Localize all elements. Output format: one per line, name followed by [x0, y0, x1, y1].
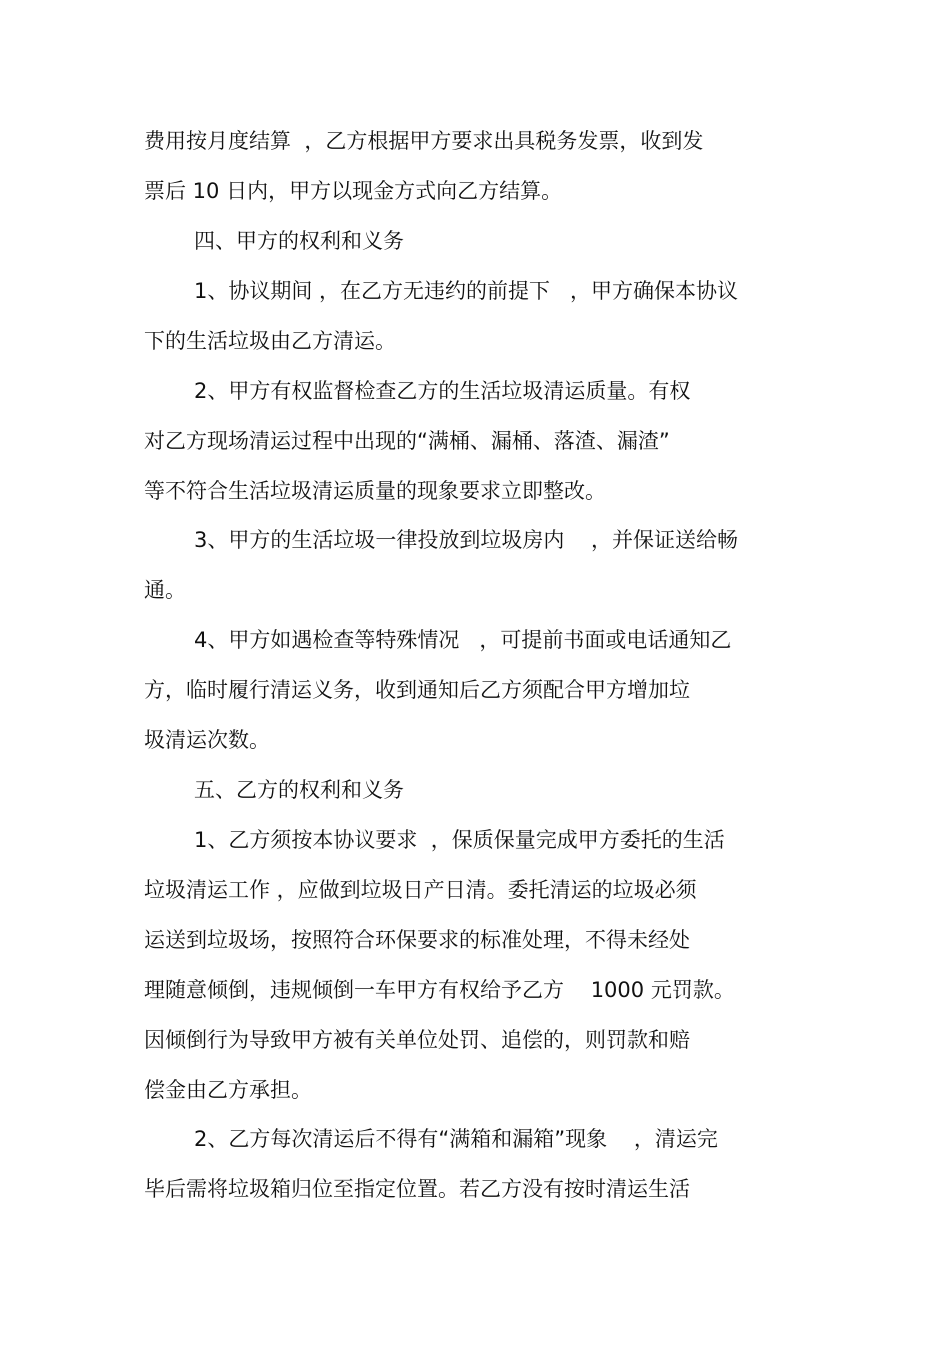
text-line: 理随意倾倒，违规倾倒一车甲方有权给予乙方 1000 元罚款。: [144, 978, 735, 1002]
text-line: 方，临时履行清运义务，收到通知后乙方须配合甲方增加垃: [144, 678, 690, 702]
text-line: 3、甲方的生活垃圾一律投放到垃圾房内 ，并保证送给畅: [194, 528, 739, 552]
text-line: 4、甲方如遇检查等特殊情况 ，可提前书面或电话通知乙: [194, 628, 732, 652]
text-line: 通。: [144, 578, 186, 602]
text-line: 2、乙方每次清运后不得有“满箱和漏箱”现象 ，清运完: [194, 1127, 718, 1151]
text-line: 因倾倒行为导致甲方被有关单位处罚、追偿的，则罚款和赔: [144, 1028, 690, 1052]
text-line: 2、甲方有权监督检查乙方的生活垃圾清运质量。有权: [194, 379, 691, 403]
text-line: 运送到垃圾场，按照符合环保要求的标准处理，不得未经处: [144, 928, 690, 952]
text-line: 下的生活垃圾由乙方清运。: [144, 329, 396, 353]
text-line: 等不符合生活垃圾清运质量的现象要求立即整改。: [144, 479, 606, 503]
text-line: 票后 10 日内，甲方以现金方式向乙方结算。: [144, 179, 563, 203]
text-line: 偿金由乙方承担。: [144, 1078, 312, 1102]
text-line: 对乙方现场清运过程中出现的“满桶、漏桶、落渣、漏渣”: [144, 429, 670, 453]
section-heading: 五、乙方的权利和义务: [194, 778, 404, 802]
text-line: 垃圾清运工作 ，应做到垃圾日产日清。委托清运的垃圾必须: [144, 878, 697, 902]
text-line: 费用按月度结算 ，乙方根据甲方要求出具税务发票，收到发: [144, 129, 704, 153]
section-heading: 四、甲方的权利和义务: [194, 229, 404, 253]
text-line: 圾清运次数。: [144, 728, 270, 752]
text-line: 1、协议期间 ，在乙方无违约的前提下 ，甲方确保本协议: [194, 279, 739, 303]
text-line: 毕后需将垃圾箱归位至指定位置。若乙方没有按时清运生活: [144, 1177, 690, 1201]
text-line: 1、乙方须按本协议要求 ，保质保量完成甲方委托的生活: [194, 828, 725, 852]
